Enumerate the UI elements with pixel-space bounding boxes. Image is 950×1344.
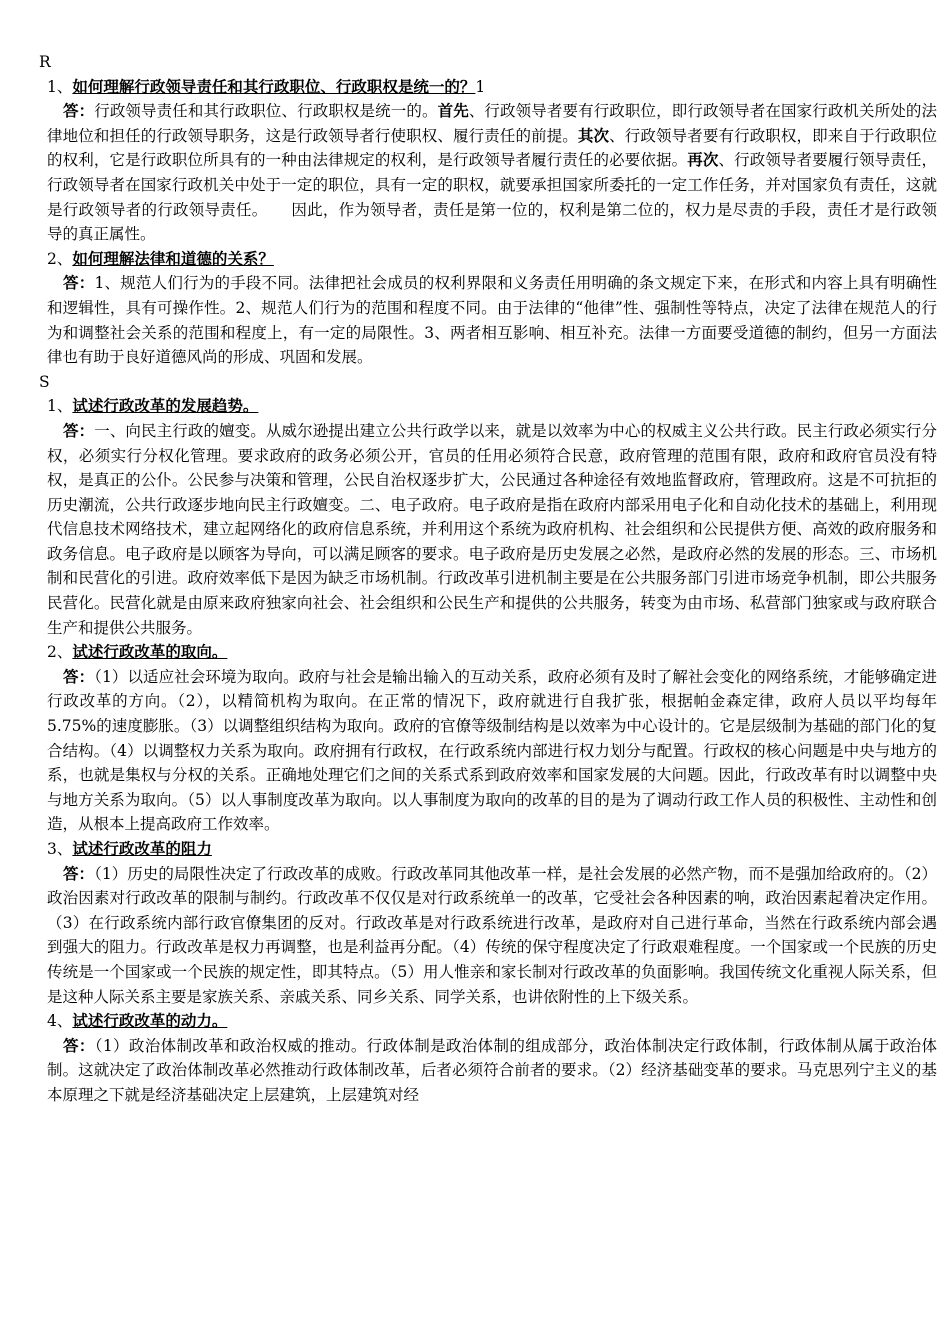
question-number: 2、 <box>47 249 73 268</box>
answer-text: （1）以适应社会环境为取向。政府与社会是输出输入的互动关系，政府必须有及时了解社会变化的网络系统，才能够确定进行政改革的方向。（2），以精简机构为取向。在正常的情况下，政府就进行自我扩张，根据帕金森定律，政府人员以平均每年 5.75%的速度膨胀。（3）以调整组织结构为取向。政府的官僚等级制结构是以效率为中心设计的。它是层级制为基础的部门化的复合结构。（4）以调整权力关系为取向。政府拥有行政权，在行政系统内部进行权力划分与配置。行政权的核心问题是中央与地方的系，也就是集权与分权的关系。正确地处理它们之间的关系式系到政府效率和国家发展的大问题。因此，行政改革有时以调整中央与地方关系为取向。（5）以人事制度改革为取向。以人事制度为取向的改革的目的是为了调动行政工作人员的积极性、主动性和创造，从根本上提高政府工作效率。 <box>47 667 937 834</box>
answer-lead: 答： <box>63 1035 95 1055</box>
answer-lead: 答： <box>63 863 95 883</box>
question-r-2 <box>47 247 937 272</box>
answer-text: 行政领导责任和其行政职位、行政职权是统一的。 <box>94 102 438 121</box>
answer-emphasis: 首先 <box>437 101 469 121</box>
answer-emphasis: 再次 <box>687 150 719 170</box>
answer-text: 1、规范人们行为的手段不同。法律把社会成员的权利界限和义务责任用明确的条文规定下来，在形式和内容上具有明确性和逻辑性，具有可操作性。2、规范人们行为的范围和程度不同。由于法律的“他律”性、强制性等特点，决定了法律在规范人的行为和调整社会关系的范围和程度上，有一定的局限性。3、两者相互影响、相互补充。法律一方面要受道德的制约，但另一方面法律也有助于良好道德风尚的形成、巩固和发展。 <box>47 274 937 367</box>
question-r-1 <box>47 75 937 100</box>
question-title: 如何理解行政领导责任和其行政职位、行政职权是统一的？ <box>72 76 476 96</box>
answer-emphasis: 其次 <box>577 125 610 145</box>
document-body <box>39 50 937 1108</box>
question-s-3 <box>47 837 937 862</box>
answer-s-2 <box>47 665 937 837</box>
question-number: 1、 <box>47 397 73 416</box>
question-s-1 <box>47 394 937 419</box>
answer-lead: 答： <box>63 101 95 121</box>
question-title: 试述行政改革的阻力 <box>72 839 212 858</box>
question-title: 试述行政改革的动力。 <box>72 1011 228 1031</box>
answer-text: 、行政领导者要有行政职权，即来自于行政职位的权利，它是行政职位所具有的一种由法律规定的权利，是行政领导者履行责任的必要依据。 <box>47 126 937 170</box>
answer-r-2 <box>47 271 937 369</box>
question-number: 1、 <box>47 77 73 96</box>
answer-r-1 <box>47 99 937 247</box>
answer-lead: 答： <box>63 273 95 293</box>
question-number: 3、 <box>47 840 73 858</box>
answer-lead: 答： <box>63 666 95 686</box>
answer-text: （1）历史的局限性决定了行政改革的成败。行政改革同其他改革一样，是社会发展的必然产物，而不是强加给政府的。（2）政治因素对行政改革的限制与制约。行政改革不仅仅是对行政系统单一的改革，它受社会各种因素的响，政治因素起着决定作用。（3）在行政系统内部行政官僚集团的反对。行政改革是对行政系统进行改革，是政府对自己进行革命，当然在行政系统内部会遇到强大的阻力。行政改革是权力再调整，也是利益再分配。（4）传统的保守程度决定了行政艰难程度。一个国家或一个民族的历史传统是一个国家或一个民族的规定性，即其特点。（5）用人惟亲和家长制对行政改革的负面影响。我国传统文化重视人际关系，但是这种人际关系主要是家族关系、亲戚关系、同乡关系、同学关系，也讲依附性的上下级关系。 <box>47 864 937 1006</box>
question-title: 试述行政改革的发展趋势。 <box>72 396 259 416</box>
answer-lead: 答： <box>63 420 95 440</box>
question-s-2 <box>47 640 937 665</box>
section-letter-r: R <box>39 53 51 71</box>
question-s-4 <box>47 1009 937 1034</box>
answer-s-3 <box>47 862 937 1010</box>
question-title: 如何理解法律和道德的关系？ <box>72 248 274 268</box>
answer-text: 、行政领导者要有行政职位，即行政领导者在国家行政机关所处的法律地位和担任的行政领导职务，这是行政领导者行使职权、履行责任的前提。 <box>47 102 937 145</box>
answer-text: （1）政治体制改革和政治权威的推动。行政体制是政治体制的组成部分，政治体制决定行政体制，行政体制从属于政治体制。这就决定了政治体制改革必然推动行政体制改革，后者必须符合前者的要求。（2）经济基础变革的要求。马克思列宁主义的基本原理之下就是经济基础决定上层建筑，上层建筑对经 <box>47 1036 937 1104</box>
section-letter-s: S <box>39 372 50 391</box>
question-number: 2、 <box>47 643 73 662</box>
answer-s-1 <box>47 419 937 640</box>
answer-text: 一、向民主行政的嬗变。从威尔逊提出建立公共行政学以来，就是以效率为中心的权威主义公共行政。民主行政必须实行分权，必须实行分权化管理。要求政府的政务必须公开，官员的任用必须符合民意，政府管理的范围有限，政府和政府官员没有特权，是真正的公仆。公民参与决策和管理，公民自治权逐步扩大，公民通过各种途径有效地监督政府，管理政府。这是不可抗拒的历史潮流，公共行政逐步地向民主行政嬗变。二、电子政府。电子政府是指在政府内部采用电子化和自动化技术的基础上，利用现代信息技术网络技术，建立起网络化的政府信息系统，并利用这个系统为政府机构、社会组织和公民提供方便、高效的政府服务和政务信息。电子政府是以顾客为导向，可以满足顾客的要求。电子政府是历史发展之必然，是政府必然的发展的形态。三、市场机制和民营化的引进。政府效率低下是因为缺乏市场机制。行政改革引进机制主要是在公共服务部门引进市场竞争机制，即公共服务民营化。民营化就是由原来政府独家向社会、社会组织和公民生产和提供的公共服务，转变为由市场、私营部门独家或与政府联合生产和提供公共服务。 <box>47 421 937 637</box>
answer-s-4 <box>47 1034 937 1108</box>
answer-text: 、行政领导者要履行领导责任，行政领导者在国家行政机关中处于一定的职位，具有一定的职权，就要承担国家所委托的一定工作任务，并对国家负有责任，这就是行政领导者的行政领导责任。 因此，作为领导者，责任是第一位的，权利是第二位的，权力是尽责的手段，责任才是行政领导的真正属性。 <box>47 151 937 244</box>
question-number: 4、 <box>47 1012 73 1031</box>
question-title: 试述行政改革的取向。 <box>72 642 228 662</box>
question-suffix: 1 <box>475 77 486 96</box>
